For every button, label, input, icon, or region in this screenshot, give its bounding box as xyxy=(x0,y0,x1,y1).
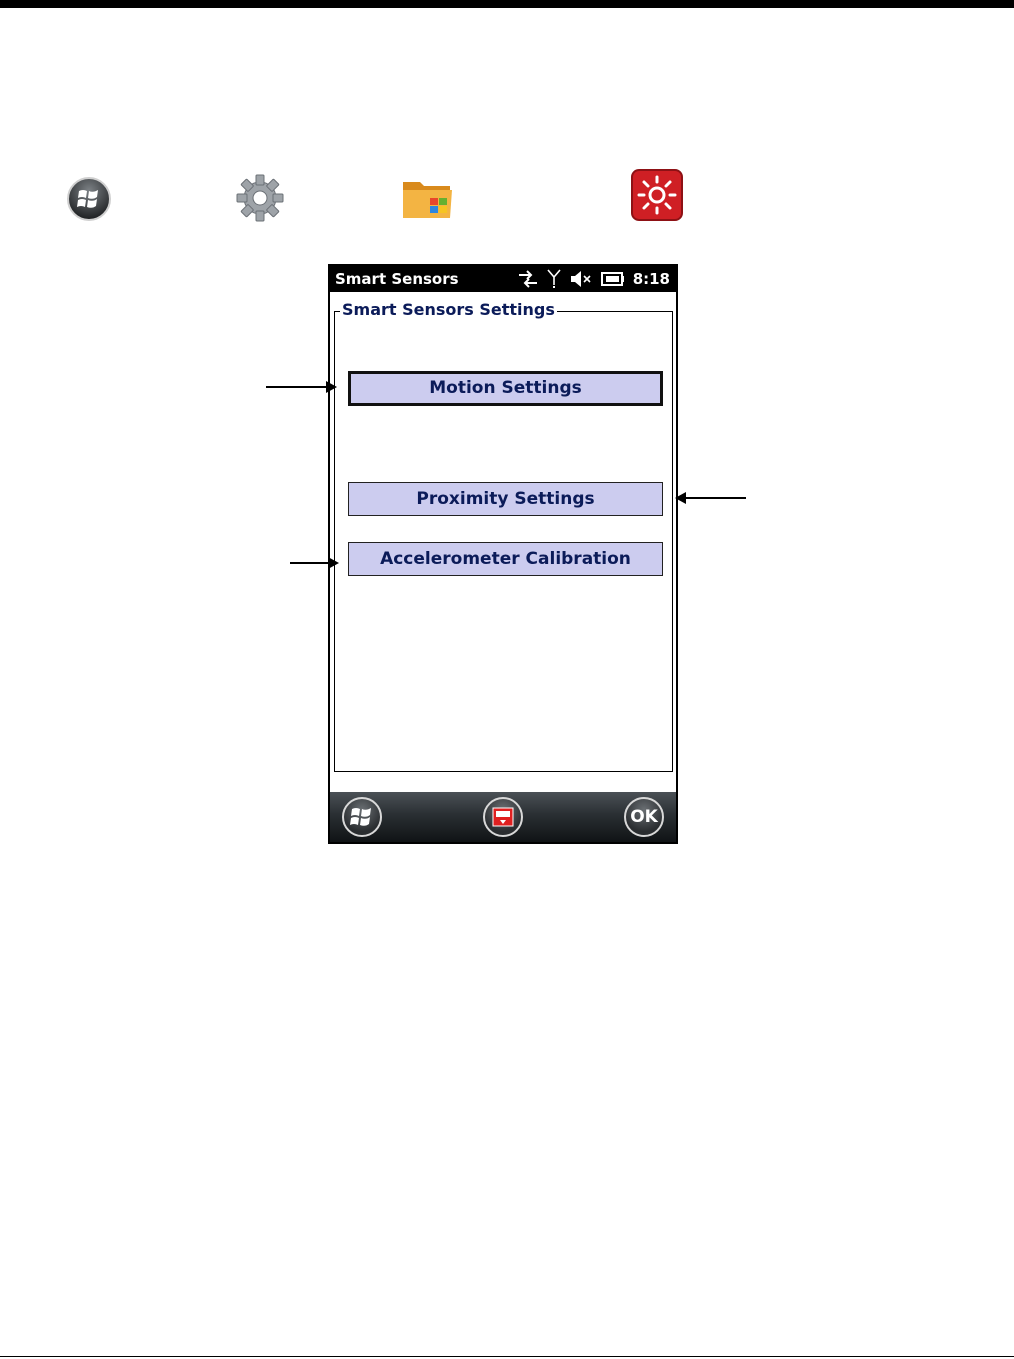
settings-gear-icon xyxy=(234,172,286,224)
motion-settings-button[interactable]: Motion Settings xyxy=(348,371,663,406)
taskbar xyxy=(330,792,676,842)
bottom-rule xyxy=(0,1356,1014,1357)
windows-logo-icon xyxy=(350,806,374,828)
keyboard-icon xyxy=(491,806,515,828)
speaker-muted-icon xyxy=(569,270,593,288)
callout-arrow-accelerometer xyxy=(290,556,340,570)
device-screen xyxy=(328,264,678,844)
smart-sensors-icon xyxy=(630,168,684,222)
group-title: Smart Sensors Settings xyxy=(342,300,555,319)
callout-arrow-proximity xyxy=(674,491,746,505)
ok-button[interactable] xyxy=(624,797,664,837)
windows-start-icon xyxy=(66,176,112,222)
proximity-settings-button[interactable]: Proximity Settings xyxy=(348,482,663,516)
clock: 8:18 xyxy=(632,270,670,288)
keyboard-button[interactable] xyxy=(483,797,523,837)
title-bar xyxy=(330,266,676,292)
groupbox-bottom-line xyxy=(334,771,673,772)
app-title: Smart Sensors xyxy=(335,270,459,288)
status-icons xyxy=(517,269,670,289)
top-rule xyxy=(0,0,1014,8)
data-sync-icon xyxy=(517,270,539,288)
callout-arrow-motion xyxy=(266,380,338,394)
ok-label: OK xyxy=(630,807,658,827)
signal-antenna-icon xyxy=(547,269,561,289)
accelerometer-calibration-button[interactable]: Accelerometer Calibration xyxy=(348,542,663,576)
system-folder-icon xyxy=(400,174,456,222)
start-button[interactable] xyxy=(342,797,382,837)
content-area xyxy=(330,292,676,792)
battery-icon xyxy=(601,271,625,287)
